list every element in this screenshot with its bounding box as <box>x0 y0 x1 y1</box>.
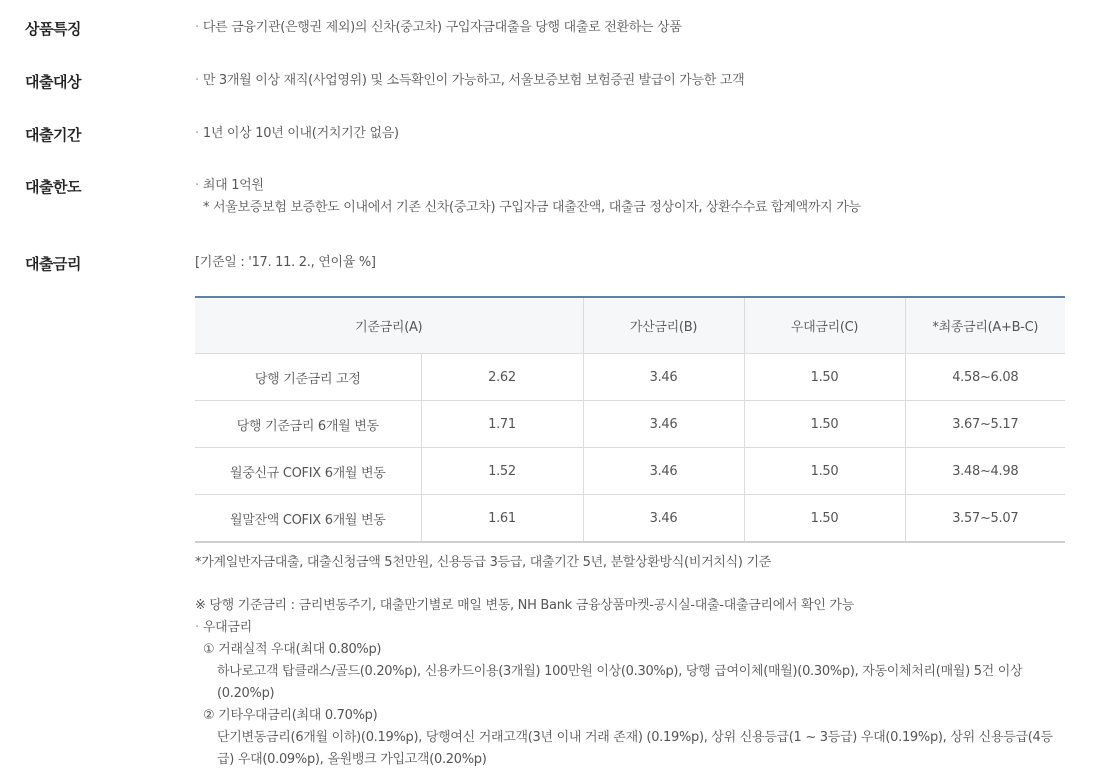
pref-rate: 1.50 <box>744 495 905 543</box>
limit-label: 대출한도 <box>25 178 81 196</box>
pref-rate: 1.50 <box>744 401 905 448</box>
bullet-icon: · <box>195 73 199 88</box>
base-rate: 1.61 <box>421 495 583 543</box>
target-text <box>195 70 744 92</box>
pref2-title: ② 기타우대금리(최대 0.70%p) <box>203 708 378 723</box>
pref1-title: ① 거래실적 우대(최대 0.80%p) <box>203 642 382 657</box>
base-rate: 1.52 <box>421 448 583 495</box>
add-rate: 3.46 <box>583 495 744 543</box>
header-final-rate: *최종금리(A+B-C) <box>905 297 1065 354</box>
rate-label: 대출금리 <box>25 255 81 273</box>
target-label: 대출대상 <box>25 73 81 91</box>
final-rate: 3.67~5.17 <box>905 401 1065 448</box>
features-text <box>195 17 682 39</box>
rate-type: 월중신규 COFIX 6개월 변동 <box>195 448 421 495</box>
table-row <box>195 354 1065 401</box>
add-rate: 3.46 <box>583 401 744 448</box>
final-rate: 4.58~6.08 <box>905 354 1065 401</box>
pref2-text: 단기변동금리(6개월 이하)(0.19%p), 당행여신 거래고객(3년 이내 거래 존재) (0.19%p), 상위 신용등급(1 ~ 3등급) 우대(0.19%p), 상위 신용등급(4등급) 우대(0.09%p), 올원뱅크 가입고객(0.20%p) <box>217 730 1053 767</box>
period-label: 대출기간 <box>25 126 81 144</box>
table-header-row <box>195 297 1065 354</box>
rate-notes <box>195 595 1075 771</box>
rate-basis: [기준일 : '17. 11. 2., 연이율 %] <box>195 255 376 270</box>
header-add-rate: 가산금리(B) <box>583 297 744 354</box>
period-text <box>195 123 399 145</box>
pref1-text: 하나로고객 탑클래스/골드(0.20%p), 신용카드이용(3개월) 100만원 이상(0.30%p), 당행 급여이체(매월)(0.30%p), 자동이체처리(매월) 5건 이상(0.20%p) <box>217 664 1023 701</box>
period-value: 1년 이상 10년 이내(거치기간 없음) <box>202 126 399 141</box>
rate-type: 월말잔액 COFIX 6개월 변동 <box>195 495 421 543</box>
table-row <box>195 401 1065 448</box>
table-row <box>195 495 1065 543</box>
features-value: 다른 금융기관(은행권 제외)의 신차(중고차) 구입자금대출을 당행 대출로 전환하는 상품 <box>202 20 682 35</box>
base-rate: 2.62 <box>421 354 583 401</box>
target-value: 만 3개월 이상 재직(사업영위) 및 소득확인이 가능하고, 서울보증보험 보험증권 발급이 가능한 고객 <box>202 73 745 88</box>
limit-value: 최대 1억원 <box>202 178 264 193</box>
rate-table <box>195 296 1065 543</box>
rate-footnote: *가계일반자금대출, 대출신청금액 5천만원, 신용등급 3등급, 대출기간 5년, 분할상환방식(비거치식) 기준 <box>195 555 771 570</box>
bullet-icon: · <box>195 178 199 193</box>
header-pref-rate: 우대금리(C) <box>744 297 905 354</box>
limit-text <box>195 175 861 219</box>
pref-rate: 1.50 <box>744 354 905 401</box>
final-rate: 3.57~5.07 <box>905 495 1065 543</box>
pref-rate: 1.50 <box>744 448 905 495</box>
bullet-icon: · <box>195 620 199 635</box>
base-rate: 1.71 <box>421 401 583 448</box>
pref-rate-title <box>195 617 1075 639</box>
bullet-icon: · <box>195 20 199 35</box>
table-row <box>195 448 1065 495</box>
base-rate-note: ※ 당행 기준금리 : 금리변동주기, 대출만기별로 매일 변동, NH Bank 금융상품마켓-공시실-대출-대출금리에서 확인 가능 <box>195 598 854 613</box>
add-rate: 3.46 <box>583 448 744 495</box>
features-label: 상품특징 <box>25 20 81 38</box>
rate-type: 당행 기준금리 고정 <box>195 354 421 401</box>
limit-note: * 서울보증보험 보증한도 이내에서 기존 신차(중고차) 구입자금 대출잔액, 대출금 정상이자, 상환수수료 합계액까지 가능 <box>203 200 861 215</box>
header-base-rate: 기준금리(A) <box>195 297 583 354</box>
final-rate: 3.48~4.98 <box>905 448 1065 495</box>
add-rate: 3.46 <box>583 354 744 401</box>
bullet-icon: · <box>195 126 199 141</box>
rate-type: 당행 기준금리 6개월 변동 <box>195 401 421 448</box>
pref-rate-title-text: 우대금리 <box>202 620 252 635</box>
